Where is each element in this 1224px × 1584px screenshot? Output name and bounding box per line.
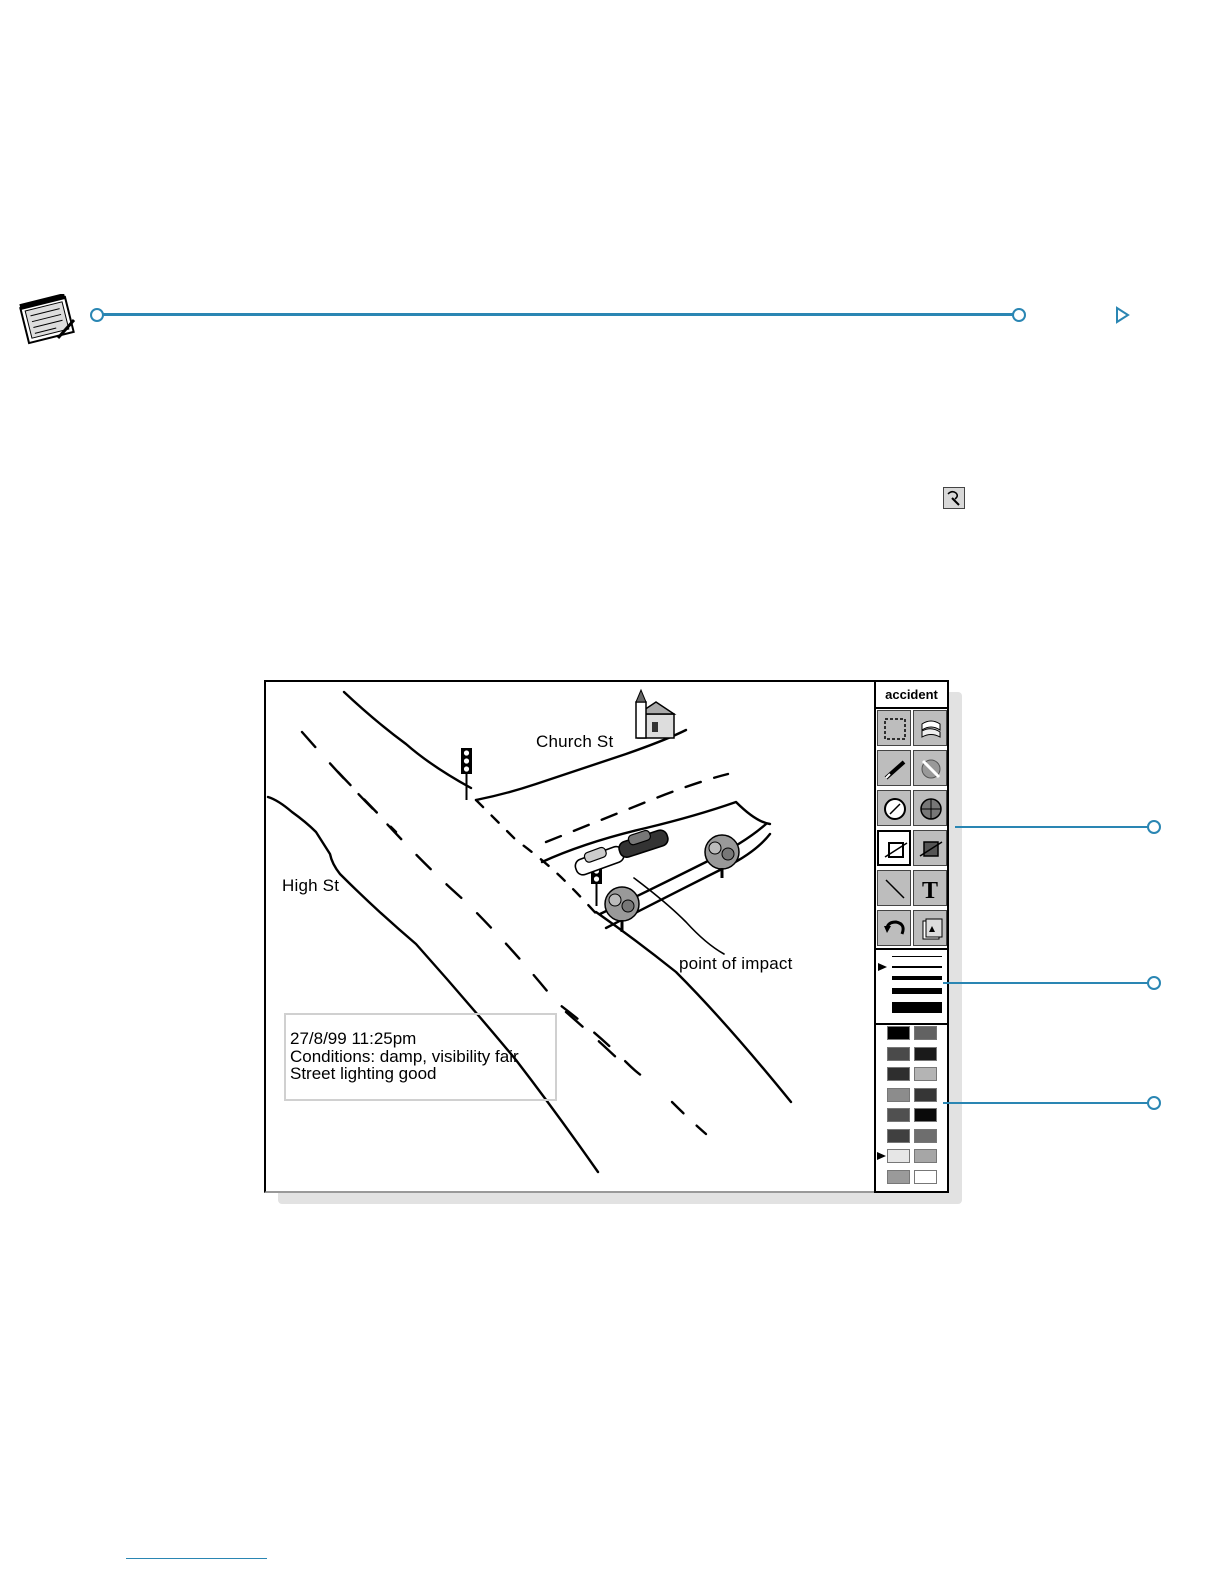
centre-line-dashes-c: [566, 1012, 626, 1067]
color-swatch-12[interactable]: [914, 1129, 937, 1143]
text-tool[interactable]: [913, 870, 947, 906]
eraser-tool[interactable]: [913, 750, 947, 786]
rectangle-filled-icon: [918, 836, 944, 862]
color-swatch-14[interactable]: [914, 1149, 937, 1163]
circle-filled-tool[interactable]: [913, 790, 947, 826]
notebook-icon: [18, 294, 76, 351]
sketch-toolbar: [874, 680, 949, 1193]
line-width-3[interactable]: [892, 976, 942, 980]
color-swatch-3[interactable]: [887, 1047, 910, 1061]
color-swatch-15[interactable]: [887, 1170, 910, 1184]
line-width-pointer-icon: [878, 963, 887, 971]
color-swatch-9[interactable]: [887, 1108, 910, 1122]
circle-outline-icon: [882, 796, 908, 822]
callout-dot-tools: [1147, 820, 1161, 834]
sketch-pen-icon: [943, 487, 965, 509]
pencil-tool[interactable]: [877, 750, 911, 786]
note-line-lighting: Street lighting good: [290, 1064, 437, 1083]
rectangle-outline-tool[interactable]: [877, 830, 911, 866]
text-icon: [918, 876, 944, 902]
line-width-selector: [876, 948, 947, 1025]
line-tool[interactable]: [877, 870, 911, 906]
rectangle-outline-icon: [883, 837, 909, 863]
color-swatch-7[interactable]: [887, 1088, 910, 1102]
color-swatch-1[interactable]: [887, 1026, 910, 1040]
line-width-5[interactable]: [892, 1002, 942, 1013]
color-swatch-6[interactable]: [914, 1067, 937, 1081]
eraser-icon: [918, 756, 944, 782]
callout-dot-colors: [1147, 1096, 1161, 1110]
church-st-dashes: [546, 774, 728, 842]
note-line-conditions: Conditions: damp, visibility fair: [290, 1047, 519, 1066]
centre-line-dashes-d: [672, 1102, 706, 1134]
color-swatch-10[interactable]: [914, 1108, 937, 1122]
color-pointer-icon: [877, 1152, 886, 1160]
color-swatch-11[interactable]: [887, 1129, 910, 1143]
scroll-tool[interactable]: [913, 710, 947, 746]
header-rule-start-dot: [90, 308, 104, 322]
circle-filled-icon: [918, 796, 944, 822]
color-swatch-2[interactable]: [914, 1026, 937, 1040]
file-name-label: accident: [876, 682, 947, 709]
tree-icon-1: [705, 835, 739, 878]
clipart-tool[interactable]: [913, 910, 947, 946]
note-line-datetime: 27/8/99 11:25pm: [290, 1029, 417, 1048]
color-palette: [876, 1023, 947, 1191]
callout-dot-line-widths: [1147, 976, 1161, 990]
high-st-right-edge-lower: [596, 912, 791, 1102]
header-rule-end-dot: [1012, 308, 1026, 322]
line-width-2[interactable]: [892, 966, 942, 968]
note-text-box[interactable]: [284, 1013, 557, 1101]
church-icon: [636, 690, 674, 738]
high-st-right-edge-upper: [344, 692, 471, 788]
pencil-icon: [882, 756, 908, 782]
road-drawing: [266, 682, 875, 1193]
color-swatch-8[interactable]: [914, 1088, 937, 1102]
select-area-tool[interactable]: [877, 710, 911, 746]
traffic-light-icon-1: [461, 748, 472, 800]
callout-line-tools: [955, 826, 1148, 828]
footer-rule: [126, 1558, 267, 1559]
line-width-4[interactable]: [892, 988, 942, 994]
label-point-of-impact: point of impact: [679, 954, 793, 973]
label-church-st: Church St: [536, 732, 614, 751]
line-icon: [882, 876, 908, 902]
color-swatch-4[interactable]: [914, 1047, 937, 1061]
centre-line-dashes-b: [338, 772, 396, 832]
rectangle-filled-tool[interactable]: [913, 830, 947, 866]
label-high-st: High St: [282, 876, 340, 895]
next-page-arrow-icon[interactable]: [1114, 306, 1130, 329]
undo-tool[interactable]: [877, 910, 911, 946]
color-swatch-5[interactable]: [887, 1067, 910, 1081]
dotted-rectangle-icon: [882, 716, 908, 742]
undo-icon: [882, 916, 908, 942]
color-swatch-13[interactable]: [887, 1149, 910, 1163]
color-swatch-16[interactable]: [914, 1170, 937, 1184]
callout-line-line-widths: [943, 982, 1148, 984]
header-rule: [97, 313, 1018, 316]
callout-line-colors: [943, 1102, 1148, 1104]
scroll-hand-icon: [918, 716, 944, 742]
clipart-icon: [918, 916, 944, 942]
sketch-canvas[interactable]: [264, 680, 875, 1193]
svg-text:T: T: [922, 878, 939, 902]
high-st-left-edge: [268, 797, 598, 1172]
circle-outline-tool[interactable]: [877, 790, 911, 826]
line-width-1[interactable]: [892, 956, 942, 957]
